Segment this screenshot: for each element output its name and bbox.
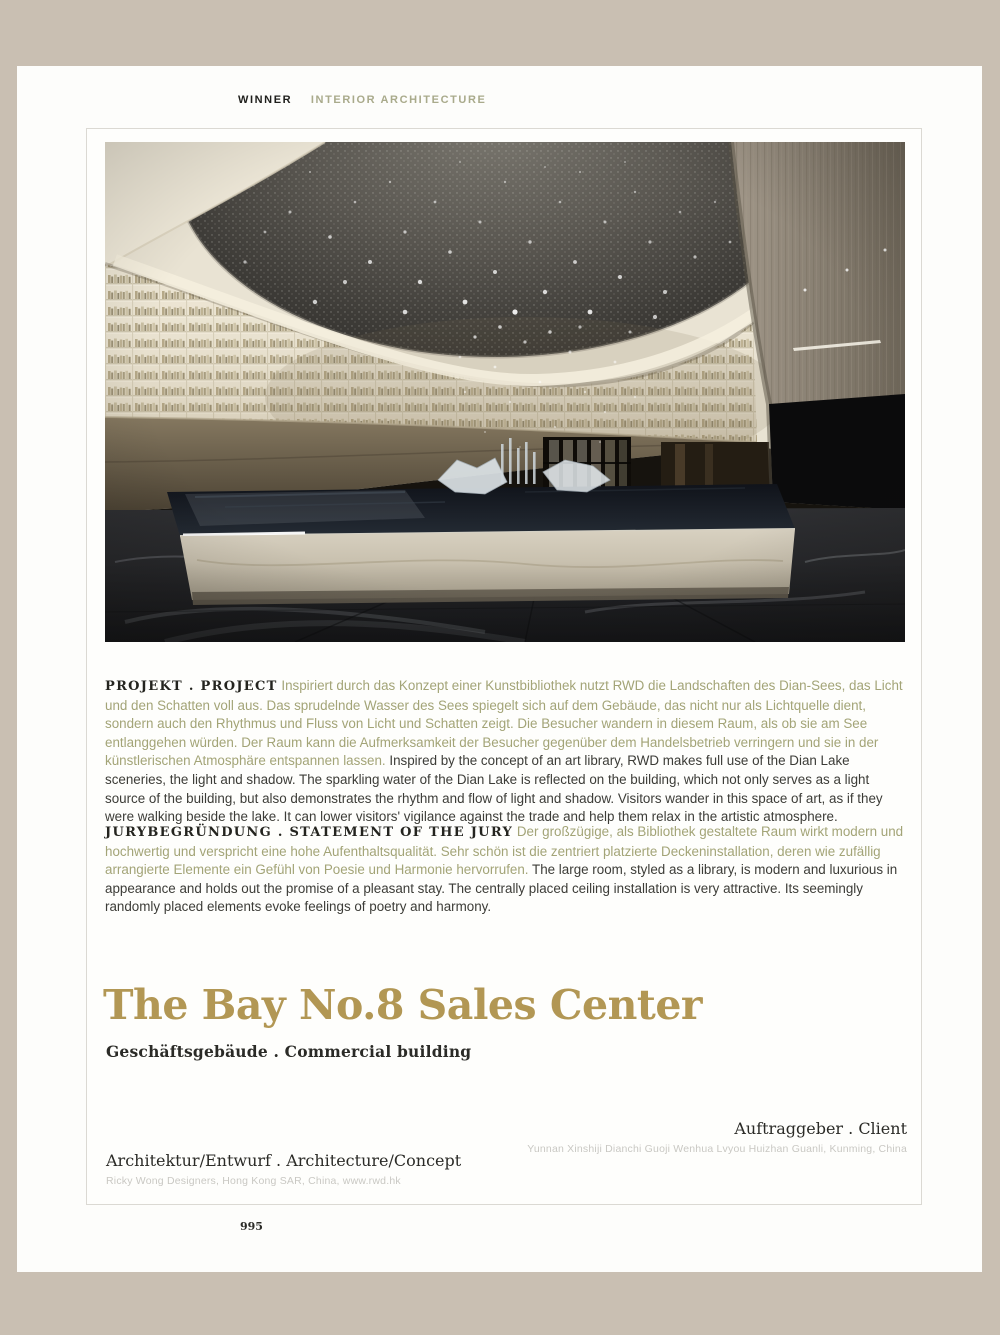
architecture-value: Ricky Wong Designers, Hong Kong SAR, China, www.rwd.hk [106,1175,401,1187]
page-number: 995 [240,1220,263,1233]
project-subtitle: Geschäftsgebäude . Commercial building [106,1042,472,1061]
project-title: The Bay No.8 Sales Center [103,981,703,1029]
bottom-shade [105,562,905,642]
jury-text-en: The large room, styled as a library, is modern and luxurious in appearance and holds out the promise of a pleasant stay. The centrally placed ceiling installation is very attractive. Its seemingly randomly placed elements evoke feelings of poetry and harmony. [105,862,898,915]
project-section [105,677,906,827]
winner-label: WINNER [238,94,293,106]
architecture-credit [106,1151,461,1187]
jury-label: JURYBEGRÜNDUNG . STATEMENT OF THE JURY [105,825,514,840]
project-text-en: Inspired by the concept of an art library, RWD makes full use of the Dian Lake sceneries, the light and shadow. The sparkling water of the Dian Lake is reflected on the building, which not only serves as a light source of the building, but also demonstrates the rhythm and flow of light and shadow. Visitors wander in this space of art, as if they were walking beside the lake. It can lower visitors' vigilance against the trade and help them relax in the artistic atmosphere. [105,753,883,825]
jury-section [105,823,906,917]
category-label: INTERIOR ARCHITECTURE [310,94,487,106]
content-frame [86,128,922,1205]
client-value: Yunnan Xinshiji Dianchi Guoji Wenhua Lvyou Huizhan Guanli, Kunming, China [527,1143,907,1155]
client-label: Auftraggeber . Client [734,1119,907,1138]
project-photo [105,142,905,642]
kicker [238,94,486,106]
project-text-de: Inspiriert durch das Konzept einer Kunstbibliothek nutzt RWD die Landschaften des Dian-Sees, das Licht und den Schatten voll aus. Das sprudelnde Wasser des Sees spiegelt sich auf dem Gebäude, das nicht nur als Lichtquelle dient, sondern auch den Rhythmus und Fluss von Licht und Schatten zeigt. Die Besucher wandern in diesem Raum, als ob sie am See entlanggehen würden. Der Raum kann die Aufmerksamkeit der Besucher gegenüber dem Handelsbetrieb verringern und sie in der künstlerischen Atmosphäre entspannen lassen. [105,678,903,769]
architecture-label: Architektur/Entwurf . Architecture/Concept [106,1151,462,1170]
paper [17,66,982,1272]
jury-text-de: Der großzügige, als Bibliothek gestaltete Raum wirkt modern und hochwertig und verspricht eine hohe Aufenthaltsqualität. Sehr schön ist die zentriert platzierte Deckeninstallation, deren wie zufällig arrangierte Elemente ein Gefühl von Poesie und Harmonie hervorrufen. [105,824,904,878]
project-label: PROJEKT . PROJECT [105,679,278,694]
client-credit [527,1119,907,1155]
